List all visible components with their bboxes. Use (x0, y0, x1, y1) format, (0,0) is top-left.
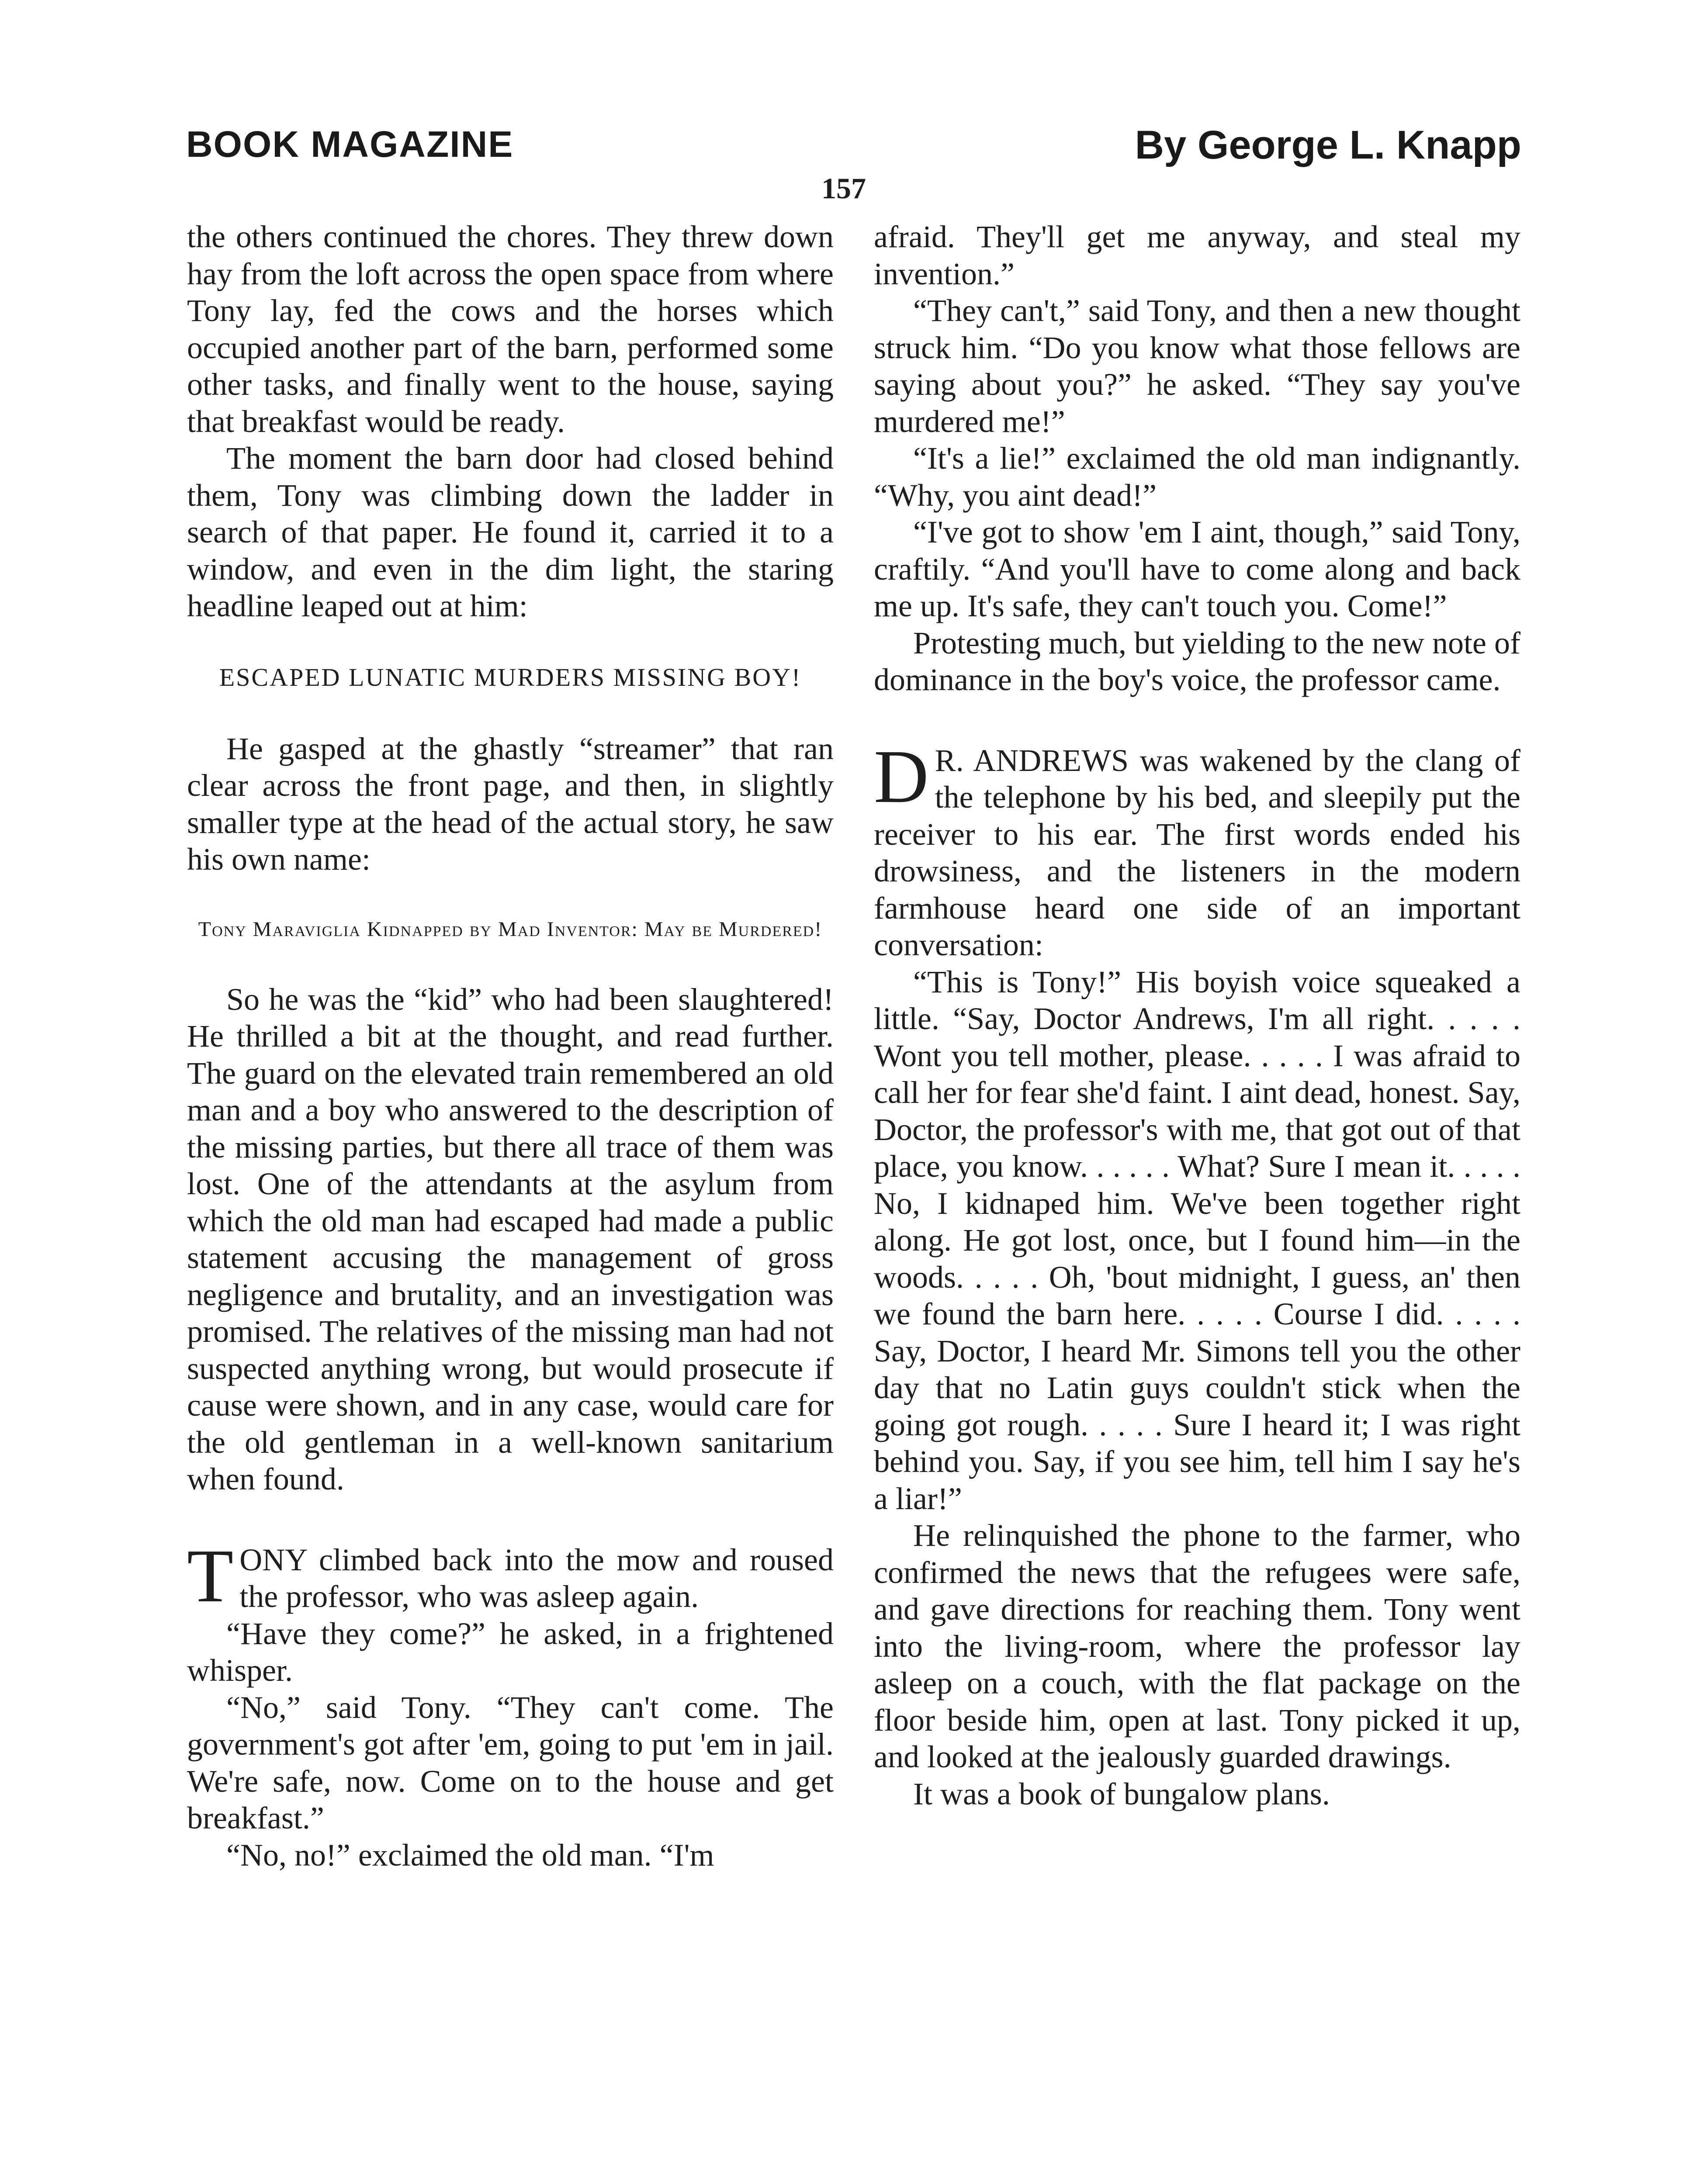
newspaper-subhead: Tony Maraviglia Kidnapped by Mad Inventor: May be Murdered! (198, 917, 823, 941)
paragraph: the others continued the chores. They threw down hay from the loft across the open space from where Tony lay, fed the cows and the horses which occupied another part of the barn, performed some other tasks, and finally went to the house, saying that breakfast would be ready. (187, 219, 834, 439)
page-number: 157 (821, 172, 866, 205)
paragraph: “This is Tony!” His boyish voice squeaked a little. “Say, Doctor Andrews, I'm all right. . . . . Wont you tell mother, please. . . . . I was afraid to call her for fear she'd faint. I aint dead, honest. Say, Doctor, the professor's with me, that got out of that place, you know. . . . . . What? Sure I mean it. . . . . No, I kidnaped him. We've been together right along. He got lost, once, but I found him—in the woods. . . . . Oh, 'bout midnight, I guess, an' then we found the barn here. . . . . Course I did. . . . . Say, Doctor, I heard Mr. Simons tell you the other day that no Latin guys couldn't stick when the going got rough. . . . . Sure I heard it; I was right behind you. Say, if you see him, tell him I say he's a liar!” (874, 964, 1520, 1516)
paragraph: So he was the “kid” who had been slaughtered! He thrilled a bit at the thought, and read further. The guard on the elevated train remembered an old man and a boy who answered to the description of the missing parties, but there all trace of them was lost. One of the attendants at the asylum from which the old man had escaped had made a public statement accusing the management of gross negligence and brutality, and an investigation was promised. The relatives of the missing man had not suspected anything wrong, but would prosecute if cause were shown, and in any case, would care for the old gentleman in a well-known sanitarium when found. (187, 981, 834, 1496)
paragraph: “Have they come?” he asked, in a frightened whisper. (187, 1616, 834, 1688)
paragraph-section-start (187, 1533, 834, 1618)
paragraph: “No, no!” exclaimed the old man. “I'm (226, 1837, 714, 1873)
paragraph: It was a book of bungalow plans. (913, 1776, 1330, 1811)
paragraph: “They can't,” said Tony, and then a new thought struck him. “Do you know what those fellows are saying about you?” he asked. “They say you've murdered me!” (874, 293, 1520, 439)
paragraph: “No,” said Tony. “They can't come. The government's got after 'em, going to put 'em in jail. We're safe, now. Come on to the house and get breakfast.” (187, 1690, 834, 1835)
right-column (874, 218, 1520, 1812)
paragraph: afraid. They'll get me anyway, and steal my invention.” (874, 219, 1520, 291)
paragraph: Protesting much, but yielding to the new note of dominance in the boy's voice, the professor came. (874, 625, 1520, 697)
drop-cap: D (874, 734, 929, 819)
left-column (187, 218, 834, 1873)
newspaper-headline: ESCAPED LUNATIC MURDERS MISSING BOY! (219, 663, 802, 691)
paragraph: The moment the barn door had closed behind them, Tony was climbing down the ladder in search of that paper. He found it, carried it to a window, and even in the dim light, the staring headline leaped out at him: (187, 441, 834, 623)
drop-cap: T (187, 1533, 234, 1618)
paragraph: “It's a lie!” exclaimed the old man indignantly. “Why, you aint dead!” (874, 441, 1520, 513)
paragraph: He relinquished the phone to the farmer, who confirmed the news that the refugees were safe, and gave directions for reaching them. Tony went into the living-room, where the professor lay asleep on a couch, with the flat package on the floor beside him, open at last. Tony picked it up, and looked at the jealously guarded drawings. (874, 1518, 1520, 1774)
paragraph: He gasped at the ghastly “streamer” that ran clear across the front page, and then, in slightly smaller type at the head of the actual story, he saw his own name: (187, 731, 834, 877)
paragraph: “I've got to show 'em I aint, though,” said Tony, craftily. “And you'll have to come along and back me up. It's safe, they can't touch you. Come!” (874, 515, 1520, 623)
author-byline: By George L. Knapp (1135, 123, 1521, 167)
magazine-title: BOOK MAGAZINE (186, 124, 514, 165)
paragraph-text: R. ANDREWS was wakened by the clang of the telephone by his bed, and sleepily put the receiver to his ear. The first words ended his drowsiness, and the listeners in the modern farmhouse heard one side of an important conversation: (874, 743, 1520, 962)
paragraph-section-start (874, 734, 1520, 964)
paragraph-text: ONY climbed back into the mow and roused the professor, who was asleep again. (239, 1542, 834, 1614)
